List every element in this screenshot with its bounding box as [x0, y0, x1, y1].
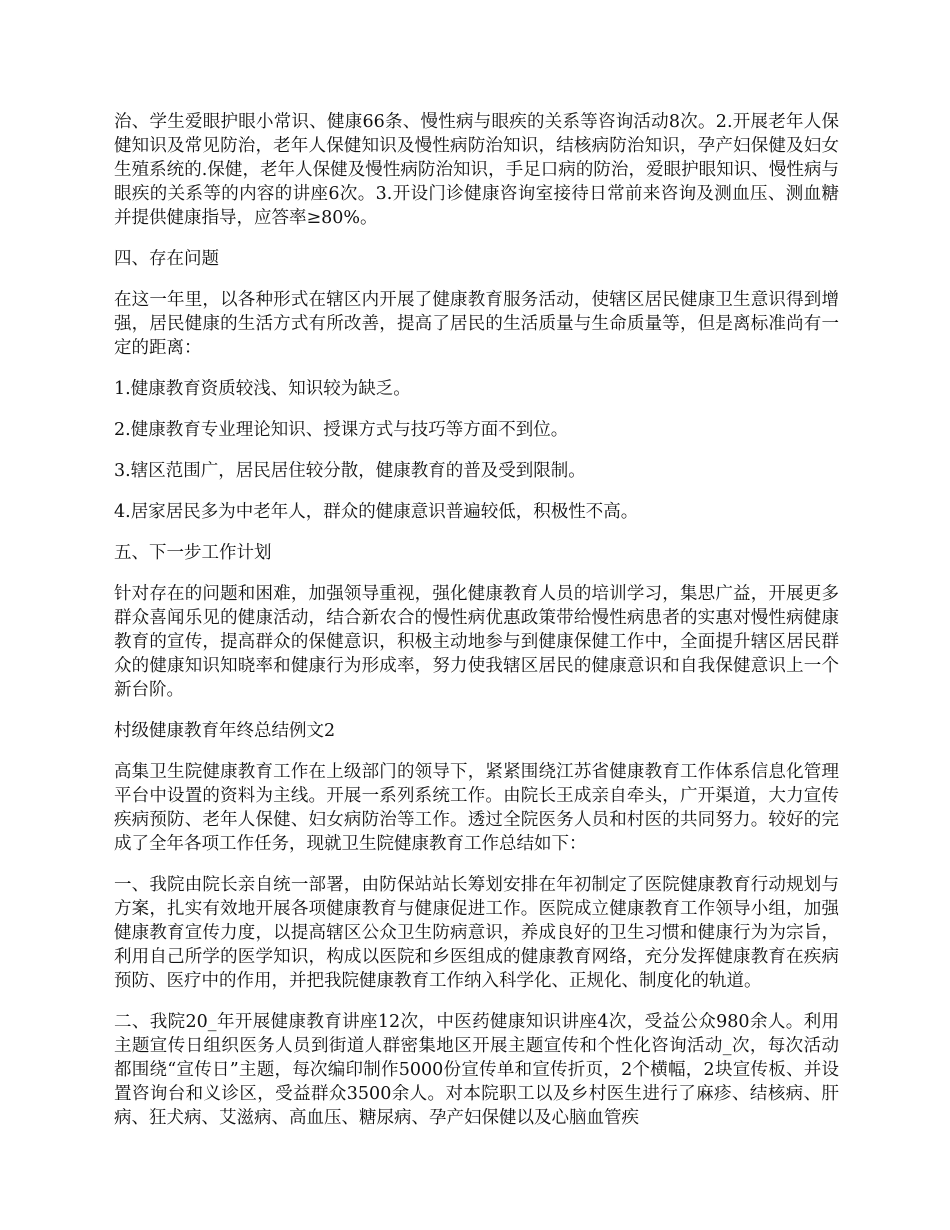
paragraph-next-plan: 针对存在的问题和困难，加强领导重视，强化健康教育人员的培训学习，集思广益，开展更多群众喜闻乐见的健康活动，结合新农合的慢性病优惠政策带给慢性病患者的实惠对慢性病健康教育的宣传，提高群众的保健意识，积极主动地参与到健康保健工作中，全面提升辖区居民群众的健康知识知晓率和健康行为形成率，努力使我辖区居民的健康意识和自我保健意识上一个新台阶。: [114, 584, 839, 700]
list-item-problem-1: 1.健康教育资质较浅、知识较为缺乏。: [114, 379, 411, 399]
list-item-problem-3: 3.辖区范围广，居民居住较分散，健康教育的普及受到限制。: [114, 461, 586, 481]
document-body: [114, 110, 839, 1147]
article-title-example-2: 村级健康教育年终总结例文2: [114, 721, 336, 741]
paragraph-section-two: 二、我院20_年开展健康教育讲座12次，中医药健康知识讲座4次，受益公众980余人。利用主题宣传日组织医务人员到街道人群密集地区开展主题宣传和个性化咨询活动_次，每次活动都围绕“宣传日”主题，每次编印制作5000份宣传单和宣传折页，2个横幅，2块宣传板、并设置咨询台和义诊区，受益群众3500余人。对本院职工以及乡村医生进行了麻疹、结核病、肝病、狂犬病、艾滋病、高血压、糖尿病、孕产妇保健以及心脑血管疾: [114, 1012, 839, 1128]
paragraph-section-one: 一、我院由院长亲自统一部署，由防保站站长筹划安排在年初制定了医院健康教育行动规划与方案，扎实有效地开展各项健康教育与健康促进工作。医院成立健康教育工作领导小组，加强健康教育宣传力度，以提高辖区公众卫生防病意识，养成良好的卫生习惯和健康行为为宗旨，利用自己所学的医学知识，构成以医院和乡医组成的健康教育网络，充分发挥健康教育在疾病预防、医疗中的作用，并把我院健康教育工作纳入科学化、正规化、制度化的轨道。: [114, 875, 839, 991]
paragraph-example-intro: 高集卫生院健康教育工作在上级部门的领导下，紧紧围绕江苏省健康教育工作体系信息化管理平台中设置的资料为主线。开展一系列系统工作。由院长王成亲自牵头，广开渠道，大力宣传疾病预防、老年人保健、妇女病防治等工作。透过全院医务人员和村医的共同努力。较好的完成了全年各项工作任务，现就卫生院健康教育工作总结如下：: [114, 762, 839, 854]
section-heading-next-plan: 五、下一步工作计划: [114, 543, 272, 563]
paragraph-problems-intro: 在这一年里，以各种形式在辖区内开展了健康教育服务活动，使辖区居民健康卫生意识得到增强，居民健康的生活方式有所改善，提高了居民的生活质量与生命质量等，但是离标准尚有一定的距离：: [114, 290, 839, 358]
paragraph-health-activities: 治、学生爱眼护眼小常识、健康66条、慢性病与眼疾的关系等咨询活动8次。2.开展老年人保健知识及常见防治，老年人保健知识及慢性病防治知识，结核病防治知识，孕产妇保健及妇女生殖系统的.保健，老年人保健及慢性病防治知识，手足口病的防治，爱眼护眼知识、慢性病与眼疾的关系等的内容的讲座6次。3.开设门诊健康咨询室接待日常前来咨询及测血压、测血糖并提供健康指导，应答率≥80%。: [114, 112, 839, 228]
section-heading-problems: 四、存在问题: [114, 249, 219, 269]
list-item-problem-2: 2.健康教育专业理论知识、授课方式与技巧等方面不到位。: [114, 420, 569, 440]
list-item-problem-4: 4.居家居民多为中老年人，群众的健康意识普遍较低，积极性不高。: [114, 502, 639, 522]
